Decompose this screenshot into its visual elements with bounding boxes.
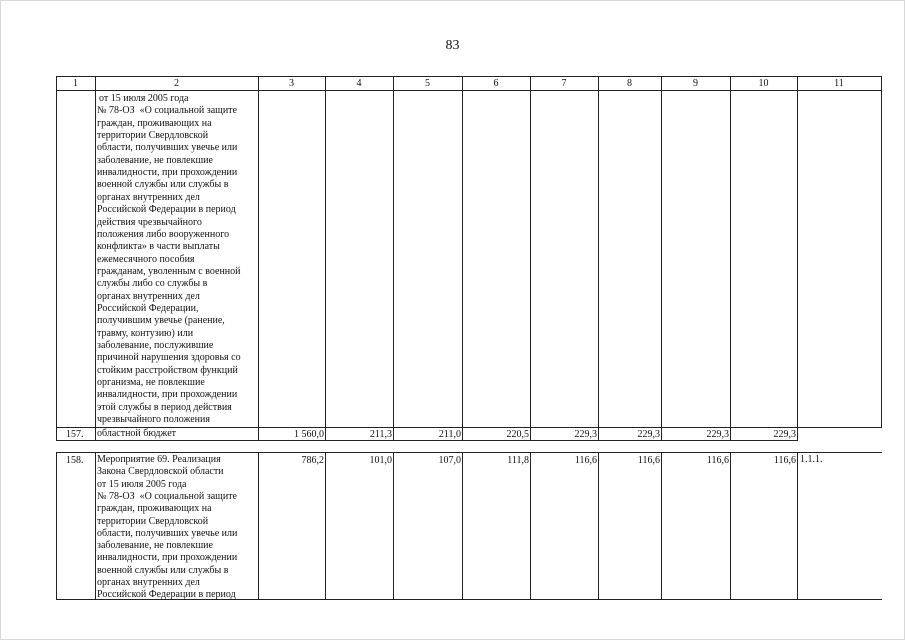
column-line-b2-9	[730, 452, 731, 600]
row158-name-line: заболевание, не повлекшие	[97, 540, 213, 552]
header-col-10: 10	[758, 78, 769, 89]
header-col-3: 3	[289, 78, 294, 89]
header-col-7: 7	[561, 78, 567, 89]
row158-top-line	[56, 452, 882, 453]
row158-name-line: территории Свердловской	[97, 515, 209, 527]
continuation-line: службы либо со службы в	[97, 278, 208, 290]
continuation-line: военной службы или службы в	[97, 179, 229, 191]
row158-number: 158.	[66, 455, 84, 466]
column-line-4	[393, 76, 394, 441]
row157-value-col8: 229,3	[637, 429, 660, 440]
row158-name-line: области, получивших увечье или	[97, 527, 238, 539]
row157-value-col10: 229,3	[773, 429, 796, 440]
continuation-line: ежемесячного пособия	[97, 253, 195, 265]
row158-value-col6: 111,8	[507, 455, 529, 466]
row158-value-col3: 786,2	[301, 455, 324, 466]
column-line-b2-4	[393, 452, 394, 600]
column-line-b2-1	[95, 452, 96, 600]
column-line-b2-5	[462, 452, 463, 600]
column-line-b2-7	[598, 452, 599, 600]
row158-name-line: Российской Федерации в период	[97, 589, 236, 601]
row157-value-col5: 211,0	[438, 429, 461, 440]
continuation-line: чрезвычайного положения	[97, 414, 210, 426]
row157-value-col9: 229,3	[706, 429, 729, 440]
continuation-line: от 15 июля 2005 года	[99, 93, 189, 104]
column-line-0	[56, 76, 57, 441]
column-line-b2-2	[258, 452, 259, 600]
row158-name-line: органах внутренних дел	[97, 577, 200, 588]
column-line-1	[95, 76, 96, 441]
column-line-b2-0	[56, 452, 57, 600]
page-number: 83	[445, 38, 460, 53]
row158-value-col4: 101,0	[369, 455, 392, 466]
column-line-b2-3	[325, 452, 326, 600]
column-line-11	[881, 76, 882, 428]
column-line-7	[598, 76, 599, 441]
row158-value-col10: 116,6	[773, 455, 796, 466]
column-line-6	[530, 76, 531, 441]
continuation-line: положения либо вооруженного	[97, 228, 230, 240]
column-line-b2-6	[530, 452, 531, 600]
continuation-line: действия чрезвычайного	[97, 216, 202, 228]
column-line-5	[462, 76, 463, 441]
column-line-9	[730, 76, 731, 441]
header-col-11: 11	[834, 78, 844, 89]
row157-value-col4: 211,3	[369, 429, 392, 440]
continuation-line: Российской Федерации,	[97, 302, 199, 314]
row157-value-col7: 229,3	[574, 429, 597, 440]
header-col-6: 6	[493, 78, 499, 89]
header-col-8: 8	[627, 78, 632, 89]
column-line-b2-8	[661, 452, 662, 600]
column-line-2	[258, 76, 259, 441]
continuation-line: органах внутренних дел	[97, 290, 200, 302]
continuation-line: получившим увечье (ранение,	[97, 315, 225, 327]
row157-number: 157.	[66, 429, 84, 440]
row158-name-line: военной службы или службы в	[97, 564, 229, 576]
column-line-3	[325, 76, 326, 441]
continuation-line: гражданам, уволенным с военной	[97, 265, 241, 277]
row157-top-line	[56, 427, 882, 428]
row158-name-line: № 78-ОЗ «О социальной защите	[97, 490, 237, 502]
continuation-line: стойким расстройством функций	[97, 364, 238, 376]
continuation-line: № 78-ОЗ «О социальной защите	[97, 105, 237, 117]
row158-ref: 1.1.1.	[800, 454, 823, 465]
row158-value-col9: 116,6	[706, 455, 729, 466]
row157-name: областной бюджет	[97, 428, 177, 439]
continuation-line: инвалидности, при прохождении	[97, 389, 238, 401]
continuation-line: органах внутренних дел	[97, 191, 200, 203]
continuation-line: области, получивших увечье или	[97, 142, 238, 154]
header-bottom-line	[56, 90, 882, 91]
header-col-9: 9	[693, 78, 698, 89]
continuation-line: травму, контузию) или	[97, 327, 194, 339]
header-col-4: 4	[356, 78, 362, 89]
row158-name-line: граждан, проживающих на	[97, 503, 212, 515]
continuation-line: заболевание, не повлекшие	[97, 154, 213, 166]
continuation-line: Российской Федерации в период	[97, 204, 236, 216]
header-col-5: 5	[425, 78, 430, 89]
header-col-2: 2	[174, 78, 179, 89]
row158-value-col5: 107,0	[438, 455, 461, 466]
row158-name-line: инвалидности, при прохождении	[97, 552, 238, 564]
row158-value-col7: 116,6	[574, 455, 597, 466]
continuation-line: граждан, проживающих на	[97, 117, 212, 129]
continuation-line: организма, не повлекшие	[97, 377, 205, 389]
continuation-line: причиной нарушения здоровья со	[97, 352, 241, 364]
continuation-line: заболевание, послужившие	[97, 340, 214, 351]
row157-value-col3: 1 560,0	[294, 429, 324, 440]
column-line-8	[661, 76, 662, 441]
continuation-line: инвалидности, при прохождении	[97, 167, 238, 179]
header-col-1: 1	[73, 78, 78, 89]
row157-value-col6: 220,5	[506, 429, 529, 440]
row158-value-col8: 116,6	[637, 455, 660, 466]
row158-name-line: от 15 июля 2005 года	[97, 478, 187, 490]
continuation-line: территории Свердловской	[97, 130, 209, 142]
row158-name-line: Закона Свердловской области	[97, 466, 224, 478]
row158-name-line: Мероприятие 69. Реализация	[97, 454, 221, 465]
column-line-b2-10	[797, 452, 798, 600]
column-line-10	[797, 76, 798, 441]
continuation-line: этой службы в период действия	[97, 401, 232, 413]
continuation-line: конфликта» в части выплаты	[97, 241, 220, 253]
